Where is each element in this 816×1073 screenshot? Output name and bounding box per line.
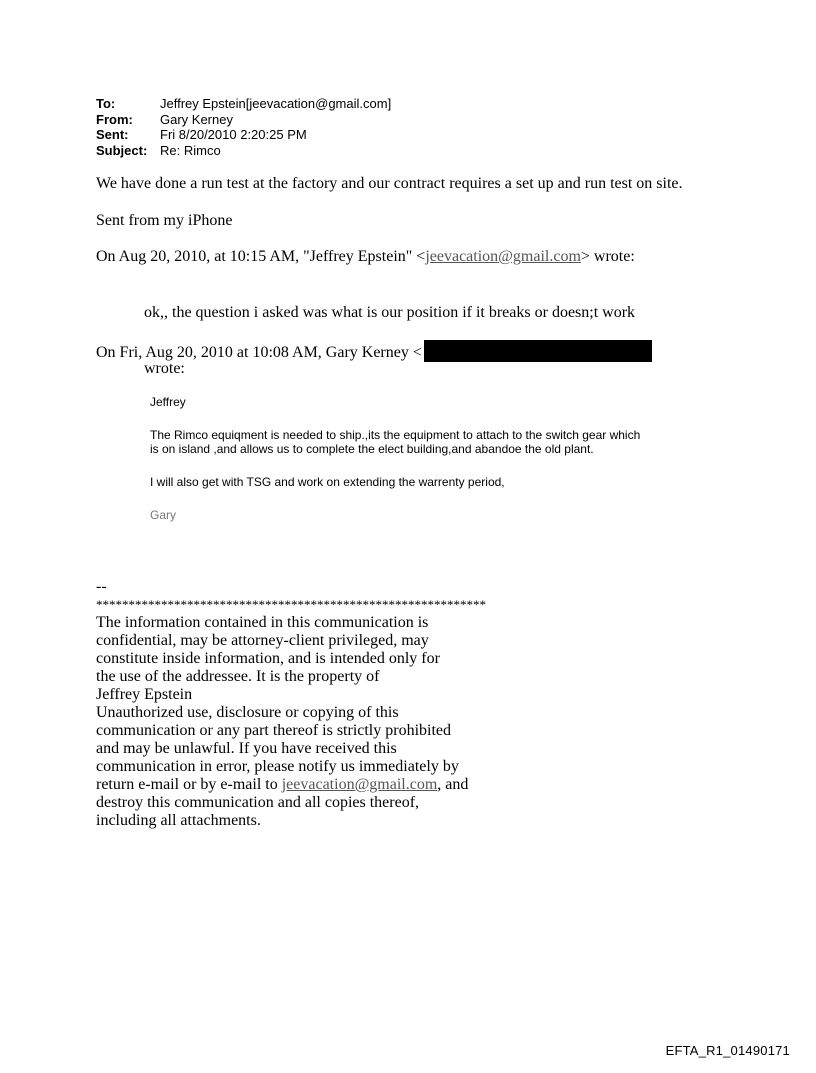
sent-label: Sent: xyxy=(96,127,129,142)
subject-value: Re: Rimco xyxy=(160,142,221,158)
sent-value: Fri 8/20/2010 2:20:25 PM xyxy=(160,127,307,142)
to-row xyxy=(96,96,391,112)
subject-row xyxy=(96,143,391,159)
nested-intro-text: On Fri, Aug 20, 2010 at 10:08 AM, Gary Kerney < xyxy=(96,344,422,361)
inner-line-2: is on island ,and allows us to complete the elect building,and abandoe the old plant. xyxy=(150,442,594,456)
email-header xyxy=(96,96,391,158)
quote-intro-email-link[interactable]: jeevacation@gmail.com xyxy=(425,248,581,265)
redaction-box xyxy=(424,340,652,362)
inner-greeting: Jeffrey xyxy=(150,395,186,409)
sent-row xyxy=(96,127,391,143)
signature-stars: ************************************************************ xyxy=(96,597,486,612)
quote-intro-post: > wrote: xyxy=(580,248,635,265)
document-id: EFTA_R1_01490171 xyxy=(665,1043,790,1058)
disclaimer-post: , and destroy this communication and all copies thereof, including all attachments. xyxy=(96,776,469,829)
nested-wrote: wrote: xyxy=(144,360,185,377)
from-value: Gary Kerney xyxy=(160,111,233,127)
inner-line-1: The Rimco equiqment is needed to ship.,its the equipment to attach to the switch gear which xyxy=(150,428,641,442)
disclaimer xyxy=(96,614,496,830)
quoted-question: ok,, the question i asked was what is our position if it breaks or doesn;t work xyxy=(144,304,636,321)
signature-separator xyxy=(96,578,486,614)
quote-intro-pre: On Aug 20, 2010, at 10:15 AM, "Jeffrey Epstein" < xyxy=(96,248,426,265)
from-label: From: xyxy=(96,111,133,127)
to-value: Jeffrey Epstein[jeevacation@gmail.com] xyxy=(160,96,392,111)
disclaimer-pre: The information contained in this communication is confidential, may be attorney-client privileged, may constitute inside information, and is intended only for the use of the addressee. It is the property of Jeffrey Epstein Unauthorized use, disclosure or copying of this communication or any part thereof is strictly prohibited and may be unlawful. If you have received this communication in error, please notify us immediately by return e-mail or by e-mail to xyxy=(96,614,459,793)
from-row xyxy=(96,112,391,128)
inner-line-3: I will also get with TSG and work on extending the warrenty period, xyxy=(150,475,505,489)
quote-intro xyxy=(96,247,635,266)
signature-dashes: -- xyxy=(96,578,107,595)
subject-label: Subject: xyxy=(96,142,148,158)
reply-text: We have done a run test at the factory and our contract requires a set up and run test on site. xyxy=(96,175,683,192)
disclaimer-email-link[interactable]: jeevacation@gmail.com xyxy=(281,776,438,793)
to-label: To: xyxy=(96,96,116,111)
sent-from: Sent from my iPhone xyxy=(96,212,233,229)
inner-signoff: Gary xyxy=(150,508,177,522)
